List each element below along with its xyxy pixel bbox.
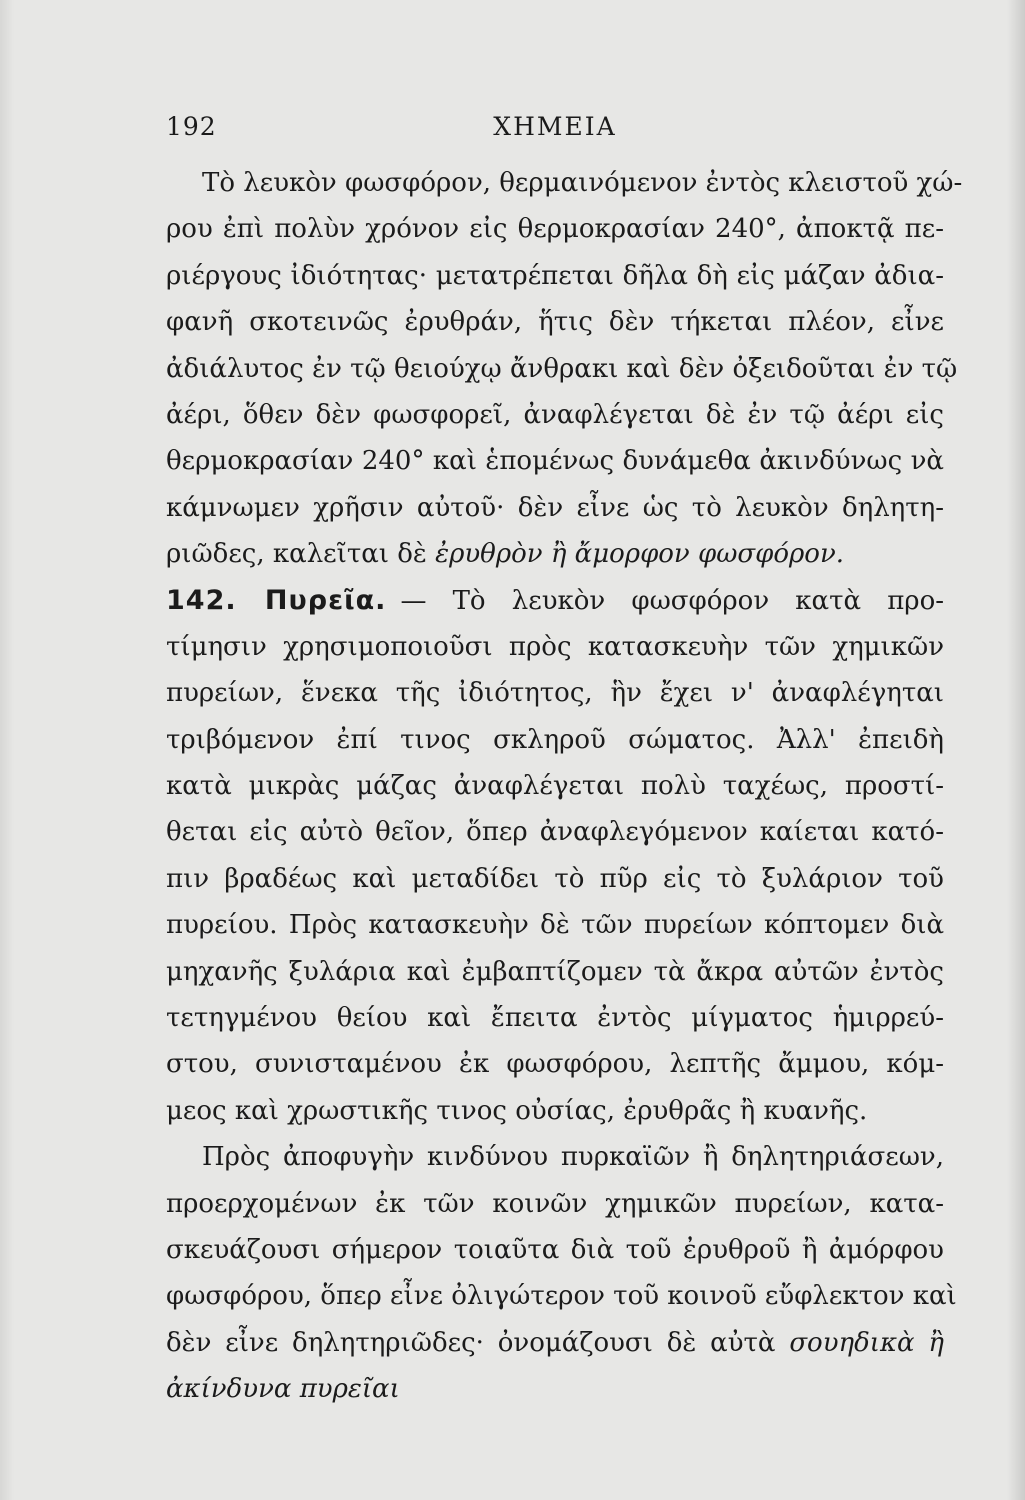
italic-term: σουηδικὰ ἢ <box>789 1327 944 1358</box>
text-line: πυρείου. Πρὸς κατασκευὴν δὲ τῶν πυρείων κόπτομεν διὰ <box>166 910 944 941</box>
text-line: τίμησιν χρησιμοποιοῦσι πρὸς κατασκευὴν τῶν χημικῶν <box>166 631 944 662</box>
text-line: φωσφόρου, ὅπερ εἶνε ὀλιγώτερον τοῦ κοινοῦ εὔφλεκτον καὶ <box>166 1281 957 1312</box>
text-span: — Τὸ λευκὸν φωσφόρον κατὰ προ- <box>400 585 945 616</box>
text-line: ἀέρι, ὅθεν δὲν φωσφορεῖ, ἀναφλέγεται δὲ ἐν τῷ ἀέρι εἰς <box>166 399 944 430</box>
text-line <box>166 1320 944 1366</box>
page-shadow-right <box>1007 0 1025 1500</box>
italic-term: ἐρυθρὸν ἢ ἄμορφον φωσφόρον. <box>435 539 845 570</box>
page-shadow-left <box>0 0 14 1500</box>
text-line: τετηγμένου θείου καὶ ἔπειτα ἐντὸς μίγματος ἡμιρρεύ- <box>166 1003 944 1034</box>
text-line: ἀδιάλυτος ἐν τῷ θειούχῳ ἄνθρακι καὶ δὲν ὀξειδοῦται ἐν τῷ <box>166 353 958 384</box>
page-header <box>166 112 944 152</box>
text-line: στου, συνισταμένου ἐκ φωσφόρου, λεπτῆς ἄμμου, κόμ- <box>166 1049 944 1080</box>
text-line: πιν βραδέως καὶ μεταδίδει τὸ πῦρ εἰς τὸ ξυλάριον τοῦ <box>166 863 944 894</box>
text-line: τριβόμενον ἐπί τινος σκληροῦ σώματος. Ἀλλ' ἐπειδὴ <box>166 724 944 755</box>
text-line: πυρείων, ἕνεκα τῆς ἰδιότητος, ἣν ἔχει ν' ἀναφλέγηται <box>166 678 944 709</box>
text-line: θερμοκρασίαν 240° καὶ ἑπομένως δυνάμεθα ἀκινδύνως νὰ <box>166 446 944 477</box>
running-title: ΧΗΜΕΙΑ <box>493 112 617 141</box>
text-line: Πρὸς ἀποφυγὴν κινδύνου πυρκαϊῶν ἢ δηλητηριάσεων, <box>202 1142 944 1173</box>
text-line: ριέργους ἰδιότητας· μετατρέπεται δῆλα δὴ εἰς μάζαν ἀδια- <box>166 260 944 291</box>
text-span: ριῶδες, καλεῖται δὲ <box>166 539 436 570</box>
text-line: κάμνωμεν χρῆσιν αὐτοῦ· δὲν εἶνε ὡς τὸ λευκὸν δηλητη- <box>166 492 944 523</box>
text-line: ρου ἐπὶ πολὺν χρόνον εἰς θερμοκρασίαν 240°, ἀποκτᾷ πε- <box>166 214 944 245</box>
text-line: Τὸ λευκὸν φωσφόρον, θερμαινόμενον ἐντὸς κλειστοῦ χώ- <box>202 168 963 198</box>
text-span: δὲν εἶνε δηλητηριῶδες· ὀνομάζουσι δὲ αὐτὰ <box>166 1327 790 1358</box>
italic-term: ἀκίνδυνα πυρεῖαι <box>166 1374 400 1405</box>
page-body <box>166 160 963 1413</box>
text-line: σκευάζουσι σήμερον τοιαῦτα διὰ τοῦ ἐρυθροῦ ἢ ἀμόρφου <box>166 1234 944 1265</box>
text-line: προερχομένων ἐκ τῶν κοινῶν χημικῶν πυρείων, κατα- <box>166 1188 944 1219</box>
section-heading-line <box>166 578 944 624</box>
text-line <box>166 1366 944 1412</box>
page-number: 192 <box>166 112 217 141</box>
section-label: 142. Πυρεῖα. <box>166 584 387 616</box>
text-line: μηχανῆς ξυλάρια καὶ ἐμβαπτίζομεν τὰ ἄκρα αὐτῶν ἐντὸς <box>166 956 944 987</box>
text-line: θεται εἰς αὐτὸ θεῖον, ὅπερ ἀναφλεγόμενον καίεται κατό- <box>166 817 944 848</box>
text-line: κατὰ μικρὰς μάζας ἀναφλέγεται πολὺ ταχέως, προστί- <box>166 771 944 802</box>
text-line: φανῆ σκοτεινῶς ἐρυθράν, ἥτις δὲν τήκεται πλέον, εἶνε <box>166 307 944 338</box>
text-line: μεος καὶ χρωστικῆς τινος οὐσίας, ἐρυθρᾶς ἢ κυανῆς. <box>166 1095 868 1126</box>
text-line <box>166 531 944 577</box>
